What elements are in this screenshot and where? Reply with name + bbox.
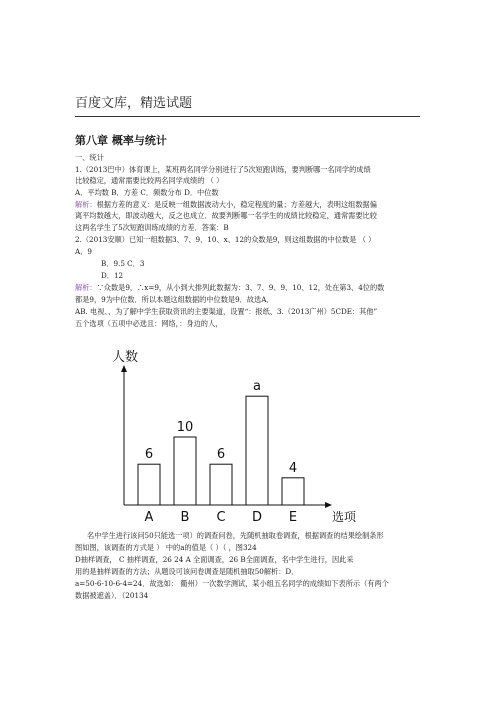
- chart-xlabel: 选项: [332, 510, 357, 522]
- q1-options: A．平均数 B．方差 C．频数分布 D．中位数: [75, 188, 219, 197]
- q1-analysis-label: 解析：: [75, 200, 97, 209]
- q3-line3: D抽样调查， C 抽样调查，26 24 A 全面调查，26 B全面调查，名中学生进行，因此采: [75, 555, 354, 564]
- q3-line2: 图如图，该调查的方式是 ） 中的a的值是（ ）（ ，图324: [75, 543, 257, 552]
- q1-analysis-line1: [75, 200, 377, 210]
- bar-c: [210, 464, 232, 505]
- q1-stem-line2: 比较稳定，通常需要比较两名同学成绩的 （ ）: [75, 176, 224, 185]
- tick-label-a: A: [144, 510, 154, 522]
- q2-analysis-text: ∵众数是9，∴x=9，从小到大排列此数据为：3、7、9、9、10、12，处在第3、4位的数: [96, 283, 385, 292]
- x-axis-arrow: [325, 502, 332, 508]
- q2-analysis-line2: 都是9，9为中位数．所以本题这组数据的中位数是9．故选A．: [75, 295, 274, 304]
- tick-label-d: D: [251, 510, 263, 522]
- q3-line6: 数据被遮盖）．（20134: [75, 591, 149, 600]
- bar-chart: [110, 347, 370, 522]
- site-header-title: 百度文库，精选试题: [75, 96, 193, 111]
- bar-e: [282, 478, 304, 505]
- data-label-a: 6: [144, 447, 154, 463]
- q1-stem-line1: 1.（2013巴中）体育课上，某班两名同学分别进行了5次短跑训练，要判断哪一名同学的成绩: [75, 165, 371, 174]
- y-axis-arrow: [121, 365, 127, 372]
- q2-option-bc: B．9.5 C．3: [101, 259, 145, 268]
- q2-line-ab: AB. 电视、、为了解中学生获取资讯的主要渠道，设置“：报纸、3.（2013广州）5CDE：其他”: [75, 307, 378, 316]
- q1-analysis-line2: 离平均数越大，即波动越大，反之也成立．故要判断哪一名学生的成绩比较稳定，通常需要比较: [75, 211, 377, 220]
- q2-option-a: A．9: [75, 247, 92, 256]
- chart-ylabel: 人数: [112, 350, 139, 365]
- q2-analysis-line1: [75, 283, 384, 293]
- q3-line5: a=50-6-10-6-4=24．故选如： 衢州）一次数学测试，某小组五名同学的成绩如下表所示（有两个: [75, 579, 389, 588]
- data-label-d: a: [253, 379, 261, 395]
- header-divider: [75, 116, 420, 117]
- q1-analysis-text: 根据方差的意义：是反映一组数据波动大小，稳定程度的量；方差越大，表明这组数据偏: [96, 200, 377, 209]
- bar-a: [138, 464, 160, 505]
- q2-stem: 2.（2013安顺）已知一组数据3、7、9、10、x、12的众数是9，则这组数据的中位数是 （ ）: [75, 235, 376, 244]
- q2-line-five: 五个选项（五项中必选且：网络，：身边的人，: [75, 319, 223, 328]
- tick-label-e: E: [288, 510, 298, 522]
- chapter-title: 第八章 概率与统计: [75, 134, 167, 147]
- tick-label-c: C: [216, 510, 226, 522]
- q2-analysis-label: 解析：: [75, 283, 97, 292]
- bar-d: [246, 396, 268, 505]
- q1-analysis-line3: 这两名学生了5次短跑训练成绩的方差．答案：B: [75, 223, 229, 232]
- section-label: 一、统计: [75, 153, 104, 162]
- q3-line4: 用的是抽样调查的方法；从题设可该问卷调查是随机抽取50解析：D．: [75, 567, 299, 576]
- q3-line1: 名中学生进行该问50只能选一项）的调查问卷，先随机抽取卷调查，根据调查的结果绘制条形: [87, 531, 384, 540]
- data-label-b: 10: [176, 420, 194, 435]
- data-label-e: 4: [288, 460, 298, 476]
- data-label-c: 6: [216, 447, 226, 463]
- q2-option-d: D．12: [101, 271, 124, 280]
- bar-b: [174, 437, 196, 505]
- tick-label-b: B: [180, 510, 190, 522]
